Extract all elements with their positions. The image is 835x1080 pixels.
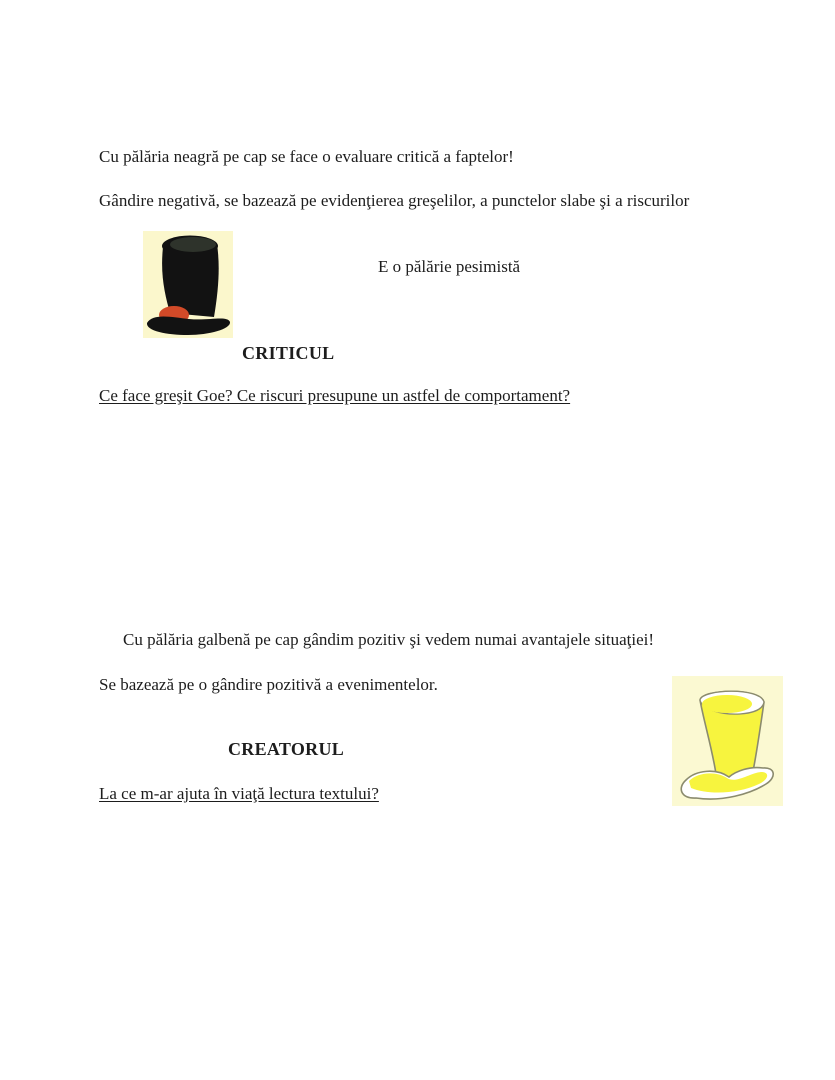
black-hat-top-sheen xyxy=(170,237,216,252)
black-hat-intro-text: Cu pălăria neagră pe cap se face o evaluare critică a faptelor! xyxy=(99,147,514,166)
yellow-hat-top-opening xyxy=(702,695,752,713)
black-hat-heading: CRITICUL xyxy=(242,343,335,363)
yellow-hat-heading: CREATORUL xyxy=(228,739,345,759)
yellow-top-hat-drawing-icon xyxy=(672,676,783,806)
black-hat-question-text: Ce face greşit Goe? Ce riscuri presupune un astfel de comportament? xyxy=(99,386,571,405)
yellow-hat-intro-text: Cu pălăria galbenă pe cap gândim pozitiv şi vedem numai avantajele situaţiei! xyxy=(123,630,655,649)
black-hat-description-text: Gândire negativă, se bazează pe evidenţierea greşelilor, a punctelor slabe şi a riscurilor xyxy=(99,191,690,210)
yellow-hat-question-text: La ce m-ar ajuta în viaţă lectura textului? xyxy=(99,784,379,803)
black-hat-caption-text: E o pălărie pesimistă xyxy=(378,257,521,276)
black-top-hat-photo-icon xyxy=(143,231,233,338)
yellow-hat-description-text: Se bazează pe o gândire pozitivă a evenimentelor. xyxy=(99,675,438,694)
